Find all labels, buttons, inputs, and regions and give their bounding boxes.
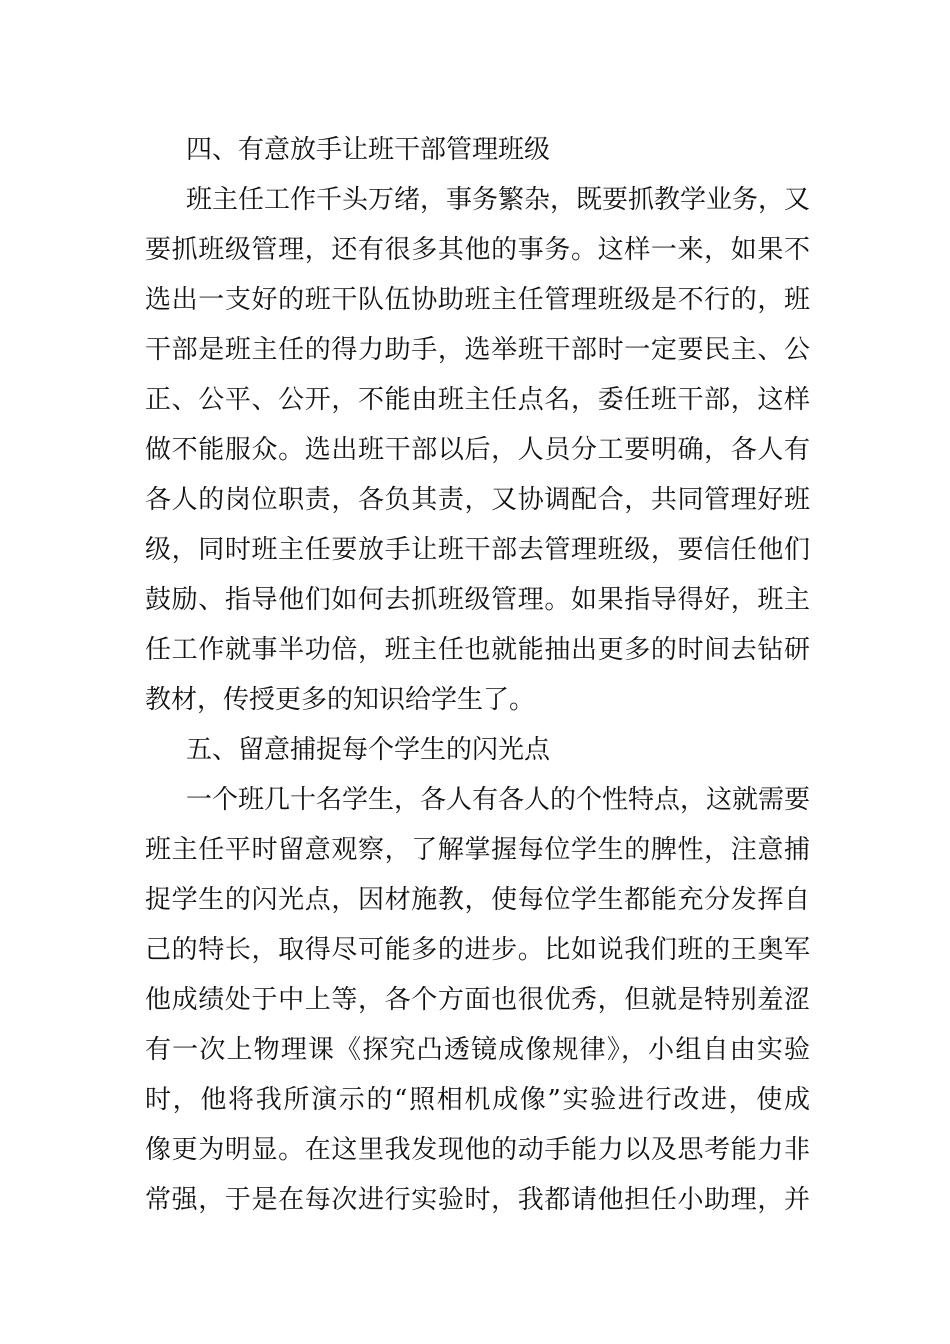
paragraph-line: 班主任工作千头万绪，事务繁杂，既要抓教学业务，又 (186, 185, 811, 215)
paragraph-line: 做不能服众。选出班干部以后，人员分工要明确，各人有 (145, 435, 810, 465)
paragraph-line: 干部是班主任的得力助手，选举班干部时一定要民主、公 (145, 335, 810, 365)
paragraph-line: 鼓励、指导他们如何去抓班级管理。如果指导得好，班主 (145, 585, 810, 615)
paragraph-line: 有一次上物理课《探究凸透镜成像规律》，小组自由实验 (145, 1035, 810, 1065)
paragraph-line: 他成绩处于中上等，各个方面也很优秀，但就是特别羞涩 (145, 985, 810, 1015)
paragraph-line: 班主任平时留意观察，了解掌握每位学生的脾性，注意捕 (145, 835, 810, 865)
section-heading-5: 五、留意捕捉每个学生的闪光点 (186, 735, 551, 765)
paragraph-line: 级，同时班主任要放手让班干部去管理班级，要信任他们 (145, 535, 810, 565)
paragraph-line: 要抓班级管理，还有很多其他的事务。这样一来，如果不 (145, 235, 810, 265)
paragraph-line: 一个班几十名学生，各人有各人的个性特点，这就需要 (186, 785, 811, 815)
paragraph-line: 选出一支好的班干队伍协助班主任管理班级是不行的，班 (145, 285, 810, 315)
paragraph-line: 常强，于是在每次进行实验时，我都请他担任小助理，并 (145, 1185, 810, 1215)
paragraph-line: 像更为明显。在这里我发现他的动手能力以及思考能力非 (145, 1135, 810, 1165)
paragraph-line: 捉学生的闪光点，因材施教，使每位学生都能充分发挥自 (145, 885, 810, 915)
paragraph-line: 时，他将我所演示的“照相机成像”实验进行改进，使成 (145, 1085, 810, 1115)
section-heading-4: 四、有意放手让班干部管理班级 (186, 135, 551, 165)
paragraph-line: 各人的岗位职责，各负其责，又协调配合，共同管理好班 (145, 485, 810, 515)
paragraph-line: 教材，传授更多的知识给学生了。 (145, 685, 536, 715)
paragraph-line: 己的特长，取得尽可能多的进步。比如说我们班的王奥军 (145, 935, 810, 965)
paragraph-line: 任工作就事半功倍，班主任也就能抽出更多的时间去钻研 (145, 635, 810, 665)
paragraph-line: 正、公平、公开，不能由班主任点名，委任班干部，这样 (145, 385, 810, 415)
